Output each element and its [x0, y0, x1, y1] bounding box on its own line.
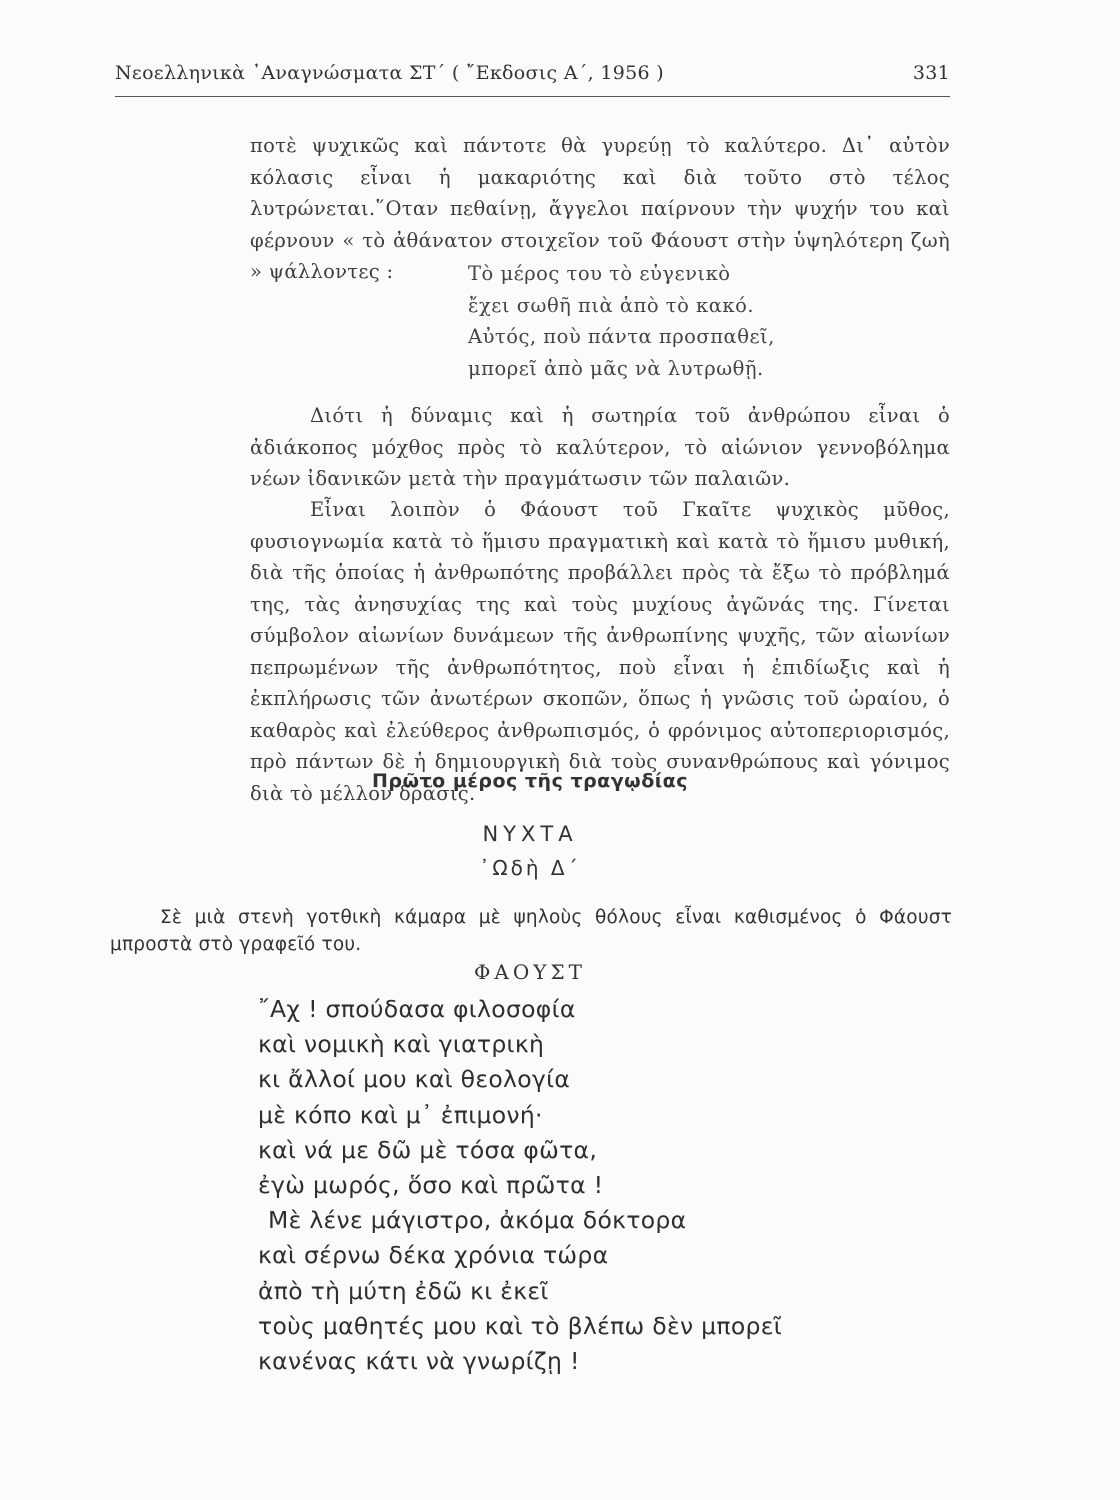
night-title: ΝΥΧΤΑ — [482, 822, 578, 846]
verse-line: καὶ σέρνω δέκα χρόνια τώρα — [258, 1241, 609, 1270]
paragraph-angels-intro: ποτὲ ψυχικῶς καὶ πάντοτε θὰ γυρεύῃ τὸ καλύτερο. Δι᾿ αὐτὸν κόλασις εἶναι ἡ μακαριότης καὶ διὰ τοῦτο στὸ τέλος λυτρώνεται.῞Οταν πεθαίνῃ, ἄγγελοι παίρνουν τὴν ψυχήν του καὶ φέρνουν « τὸ ἀθάνατον στοιχεῖον τοῦ Φάουστ στὴν ὑψηλότερη ζωὴ » ψάλλοντες : — [250, 134, 950, 283]
angels-stanza — [468, 258, 775, 384]
paragraph-faust-myth: Εἶναι λοιπὸν ὁ Φάουστ τοῦ Γκαῖτε ψυχικὸς μῦθος, φυσιογνωμία κατὰ τὸ ἥμισυ πραγματικὴ καὶ κατὰ τὸ ἥμισυ μυθική, διὰ τῆς ὁποίας ἡ ἀνθρωπότης προβάλλει πρὸς τὰ ἔξω τὸ πρόβλημά της, τὰς ἀνησυχίας της καὶ τοὺς μυχίους ἀγῶνάς της. Γίνεται σύμβολον αἰωνίων δυνάμεων τῆς ἀνθρωπίνης ψυχῆς, τῶν αἰωνίων πεπρωμένων τῆς ἀνθρωπότητος, ποὺ εἶναι ἡ ἐπιδίωξις καὶ ἡ ἐκπλήρωσις τῶν ἀνωτέρων σκοπῶν, ὅπως ἡ γνῶσις τοῦ ὡραίου, ὁ καθαρὸς καὶ ἐλεύθερος ἀνθρωπισμός, ὁ φρόνιμος αὐτοπεριορισμός, πρὸ πάντων δὲ ἡ δημιουργικὴ διὰ τοὺς συνανθρώπους καὶ γόνιμος διὰ τὸ μέλλον δρᾶσις. — [250, 498, 950, 805]
verse-line: τοὺς μαθητές μου καὶ τὸ βλέπω δὲν μπορεῖ — [258, 1311, 782, 1340]
verse-line: καὶ νομικὴ καὶ γιατρικὴ — [258, 1030, 545, 1059]
verse-line: ἀπὸ τὴ μύτη ἐδῶ κι ἐκεῖ — [258, 1276, 549, 1305]
speaker-name: ΦΑΟΥΣΤ — [474, 960, 586, 984]
section-title: Πρῶτο μέρος τῆς τραγῳδίας — [372, 770, 688, 792]
scene-title: ᾿Ωδὴ Δ΄ — [479, 856, 581, 880]
paragraph-salvation: Διότι ἡ δύναμις καὶ ἡ σωτηρία τοῦ ἀνθρώπου εἶναι ὁ ἀδιάκοπος μόχθος πρὸς τὸ καλύτερον, τὸ αἰώνιον γεννοβόλημα νέων ἰδανικῶν μετὰ τὴν πραγμάτωσιν τῶν παλαιῶν. — [250, 404, 950, 490]
verse-line: Μὲ λένε μάγιστρο, ἀκόμα δόκτορα — [268, 1206, 687, 1235]
stanza-line: μπορεῖ ἀπὸ μᾶς νὰ λυτρωθῇ. — [468, 356, 764, 380]
stage-direction: Σὲ μιὰ στενὴ γοτθικὴ κάμαρα μὲ ψηλοὺς θόλους εἶναι καθισμένος ὁ Φάουστ μπροστὰ στὸ γραφεῖό του. — [110, 907, 952, 955]
verse-line: κι ἄλλοί μου καὶ θεολογία — [258, 1065, 571, 1094]
verse-line: ἐγὼ μωρός, ὅσο καὶ πρῶτα ! — [258, 1171, 604, 1200]
verse-line: μὲ κόπο καὶ μ᾿ ἐπιμονή· — [258, 1100, 543, 1129]
verse-line: ῎Αχ ! σπούδασα φιλοσοφία — [258, 995, 576, 1023]
running-header — [115, 62, 950, 84]
header-title: Νεοελληνικὰ ᾿Αναγνώσματα ΣΤ΄ ( ῎Εκδοσις Α΄, 1956 ) — [115, 62, 664, 84]
header-rule — [115, 96, 950, 97]
stanza-line: Αὐτός, ποὺ πάντα προσπαθεῖ, — [468, 325, 775, 348]
stanza-line: Τὸ μέρος του τὸ εὐγενικὸ — [468, 262, 731, 285]
verse-line: καὶ νά με δῶ μὲ τόσα φῶτα, — [258, 1135, 598, 1164]
verse-line: κανένας κάτι νὰ γνωρίζῃ ! — [258, 1347, 580, 1376]
faust-verse — [258, 992, 782, 1379]
stanza-line: ἔχει σωθῆ πιὰ ἀπὸ τὸ κακό. — [468, 293, 755, 317]
page-number: 331 — [912, 62, 950, 84]
